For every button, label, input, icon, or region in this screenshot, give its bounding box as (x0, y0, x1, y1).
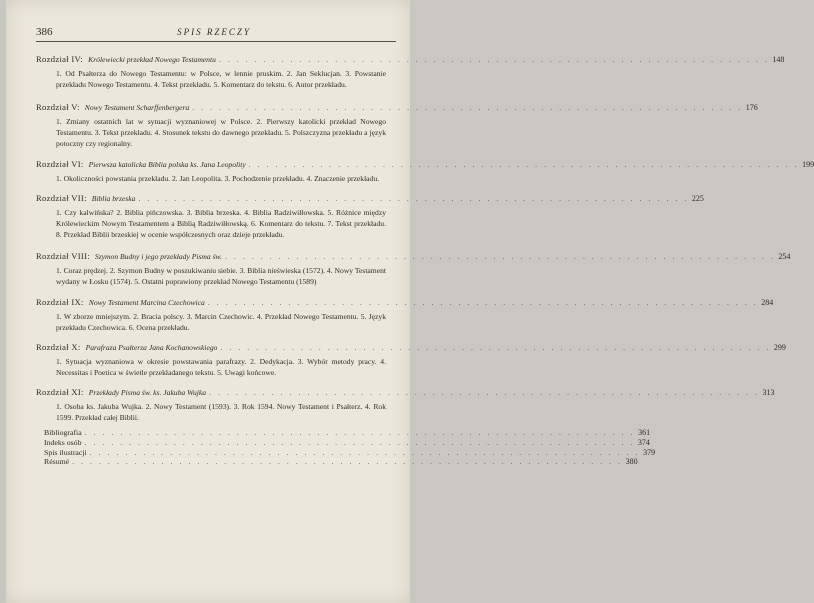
dot-leader: . . . . . . . . . . . . . . . . . . . . . . . . . . . . . . . . . . . . . . . . . . . . . . . . . . . . . . . . . . . . . . (89, 447, 641, 457)
page-number: 386 (36, 26, 53, 38)
dot-leader: . . . . . . . . . . . . . . . . . . . . . . . . . . . . . . . . . . . . . . . . . . . . . . . . . . . . . . . . . . . . . . (72, 457, 623, 467)
chapter-title: Parafraza Psałterza Jana Kochanowskiego (85, 342, 218, 352)
chapter-label: Rozdział IV: (36, 54, 84, 64)
back-matter-entry (36, 457, 638, 467)
dot-leader: . . . . . . . . . . . . . . . . . . . . . . . . . . . . . . . . . . . . . . . . . . . . . . . . . . . . . . . . . . . . . . (207, 297, 759, 307)
dot-leader: . . . . . . . . . . . . . . . . . . . . . . . . . . . . . . . . . . . . . . . . . . . . . . . . . . . . . . . . . . . . . . (220, 342, 771, 352)
table-of-contents (36, 53, 814, 467)
chapter-sections: 1. W zborze mniejszym. 2. Bracia polscy. 3. Marcin Czechowic. 4. Przekład Nowego Testamentu. 5. Język przekładu Czechowica. 6. Ocena przekładu. (56, 311, 386, 332)
back-matter-page-number: 374 (637, 438, 650, 447)
chapter-title: Królewiecki przekład Nowego Testamentu (88, 55, 216, 64)
dot-leader: . . . . . . . . . . . . . . . . . . . . . . . . . . . . . . . . . . . . . . . . . . . . . . . . . . . . . . . . . . . . . . (138, 194, 689, 204)
chapter-label: Rozdział VII: (36, 193, 87, 204)
chapter-title: Pierwsza katolicka Biblia polska ks. Jana Leopolity (88, 159, 246, 169)
chapter-page-number: 199 (802, 159, 814, 169)
chapter-heading (36, 341, 786, 354)
chapter-label: Rozdział IX: (36, 296, 84, 307)
back-matter-label: Résumé (44, 457, 70, 467)
chapter-entry (36, 250, 791, 288)
chapter-label: Rozdział V: (36, 101, 80, 112)
dot-leader: . . . . . . . . . . . . . . . . . . . . . . . . . . . . . . . . . . . . . . . . . . . . . . . . . . . . . . . . . . . . . . (248, 159, 800, 169)
dot-leader: . . . . . . . . . . . . . . . . . . . . . . . . . . . . . . . . . . . . . . . . . . . . . . . . . . . . . . . . . . . . . . (192, 102, 743, 112)
back-matter-page-number: 361 (638, 428, 651, 438)
chapter-heading (36, 386, 775, 399)
chapter-sections: 1. Sytuacja wyznaniowa w okresie powstawania parafrazy. 2. Dedykacja. 3. Wybór metody pracy. 4. Necessitas i Poetica w świetle przekładanego tekstu. 5. Uwagi końcowe. (56, 356, 386, 377)
dot-leader: . . . . . . . . . . . . . . . . . . . . . . . . . . . . . . . . . . . . . . . . . . . . . . . . . . . . . . . . . . . . . . (84, 438, 635, 447)
chapter-sections: 1. Od Psałterza do Nowego Testamentu: w Polsce, w lennie pruskim. 2. Jan Seklucjan. 3. Powstanie przekładu Nowego Testamentu. 4. Tekst przekładu. 5. Komentarz do tekstu. 6. Autor przekładu. (56, 69, 386, 89)
back-matter-entry (36, 428, 651, 438)
chapter-sections: 1. Okoliczności powstania przekładu. 2. Jan Leopolita. 3. Pochodzenie przekładu. 4. Znaczenie przekładu. (56, 173, 380, 183)
chapter-title: Biblia brzeska (91, 194, 136, 204)
chapter-sections: 1. Zmiany ostatnich lat w sytuacji wyznaniowej w Polsce. 2. Pierwszy katolicki przekład Nowego Testamentu. 3. Tekst przekładu. 4. Stosunek tekstu do dawnego przekładu. 5. Polszczyzna przekładu a język potoczny czy regionalny. (56, 116, 386, 148)
back-matter-page-number: 379 (643, 447, 656, 457)
header-rule (36, 41, 396, 42)
chapter-heading (36, 53, 785, 66)
dot-leader: . . . . . . . . . . . . . . . . . . . . . . . . . . . . . . . . . . . . . . . . . . . . . . . . . . . . . . . . . . . . . . (224, 252, 776, 262)
chapter-page-number: 176 (745, 102, 758, 112)
chapter-page-number: 254 (778, 252, 791, 262)
chapter-label: Rozdział VI: (36, 158, 84, 169)
chapter-entry (36, 341, 786, 379)
back-matter-label: Spis ilustracji (44, 447, 87, 457)
chapter-entry (36, 296, 774, 334)
chapter-entry (36, 101, 758, 150)
chapter-entry (36, 192, 704, 241)
chapter-title: Nowy Testament Marcina Czechowica (88, 297, 205, 307)
back-matter-entry (36, 447, 656, 458)
chapter-entry (36, 53, 785, 91)
dot-leader: . . . . . . . . . . . . . . . . . . . . . . . . . . . . . . . . . . . . . . . . . . . . . . . . . . . . . . . . . . . . . . (209, 387, 760, 397)
chapter-entry (36, 386, 775, 424)
back-matter-page-number: 380 (625, 457, 638, 467)
chapter-heading (36, 158, 814, 171)
chapter-page-number: 284 (761, 297, 774, 307)
chapter-title: Szymon Budny i jego przekłady Pisma św. (94, 252, 222, 262)
chapter-label: Rozdział VIII: (36, 251, 90, 262)
chapter-heading (36, 101, 758, 114)
dot-leader: . . . . . . . . . . . . . . . . . . . . . . . . . . . . . . . . . . . . . . . . . . . . . . . . . . . . . . . . . . . . . . (218, 55, 770, 64)
chapter-heading (36, 192, 704, 205)
chapter-page-number: 313 (762, 387, 775, 397)
chapter-page-number: 299 (773, 342, 786, 352)
back-matter-entry (36, 438, 650, 448)
chapter-heading (36, 250, 791, 263)
back-matter-label: Bibliografia (44, 428, 82, 438)
chapter-page-number: 225 (691, 194, 704, 204)
chapter-sections: 1. Coraz prędzej. 2. Szymon Budny w poszukiwaniu siebie. 3. Biblia nieświeska (1572). 4. Nowy Testament wydany w Łosku (1574). 5. Ostatni poprawiony przekład Nowego Testamentu (1589) (56, 266, 386, 287)
chapter-sections: 1. Osoba ks. Jakuba Wujka. 2. Nowy Testament (1593). 3. Rok 1594. Nowy Testament i Psałterz. 4. Rok 1599. Przekład całej Biblii. (56, 401, 386, 422)
running-title: SPIS RZECZY (177, 27, 251, 37)
page-header (36, 26, 392, 40)
book-page (6, 0, 814, 603)
chapter-sections: 1. Czy kalwińska? 2. Biblia pińczowska. 3. Biblia brzeska. 4. Biblia Radziwiłłowska. 5. Różnice między Królewieckim Nowym Testamentem a Biblią Radziwiłłowską. 6. Komentarz do tekstu. 7. Tekst przekładu. 8. Przekład Biblii brzeskiej w ocenie współczesnych oraz dzieje przekładu. (56, 208, 386, 240)
chapter-title: Przekłady Pisma św. ks. Jakuba Wujka (88, 387, 207, 397)
chapter-page-number: 148 (772, 55, 785, 64)
back-matter-label: Indeks osób (44, 438, 82, 447)
chapter-heading (36, 296, 774, 309)
back-matter-list (36, 428, 656, 467)
chapter-entry (36, 158, 814, 185)
chapter-label: Rozdział XI: (36, 386, 84, 397)
chapter-title: Nowy Testament Scharffenbergera (84, 102, 190, 112)
dot-leader: . . . . . . . . . . . . . . . . . . . . . . . . . . . . . . . . . . . . . . . . . . . . . . . . . . . . . . . . . . . . . . (84, 428, 636, 438)
chapter-label: Rozdział X: (36, 341, 81, 352)
